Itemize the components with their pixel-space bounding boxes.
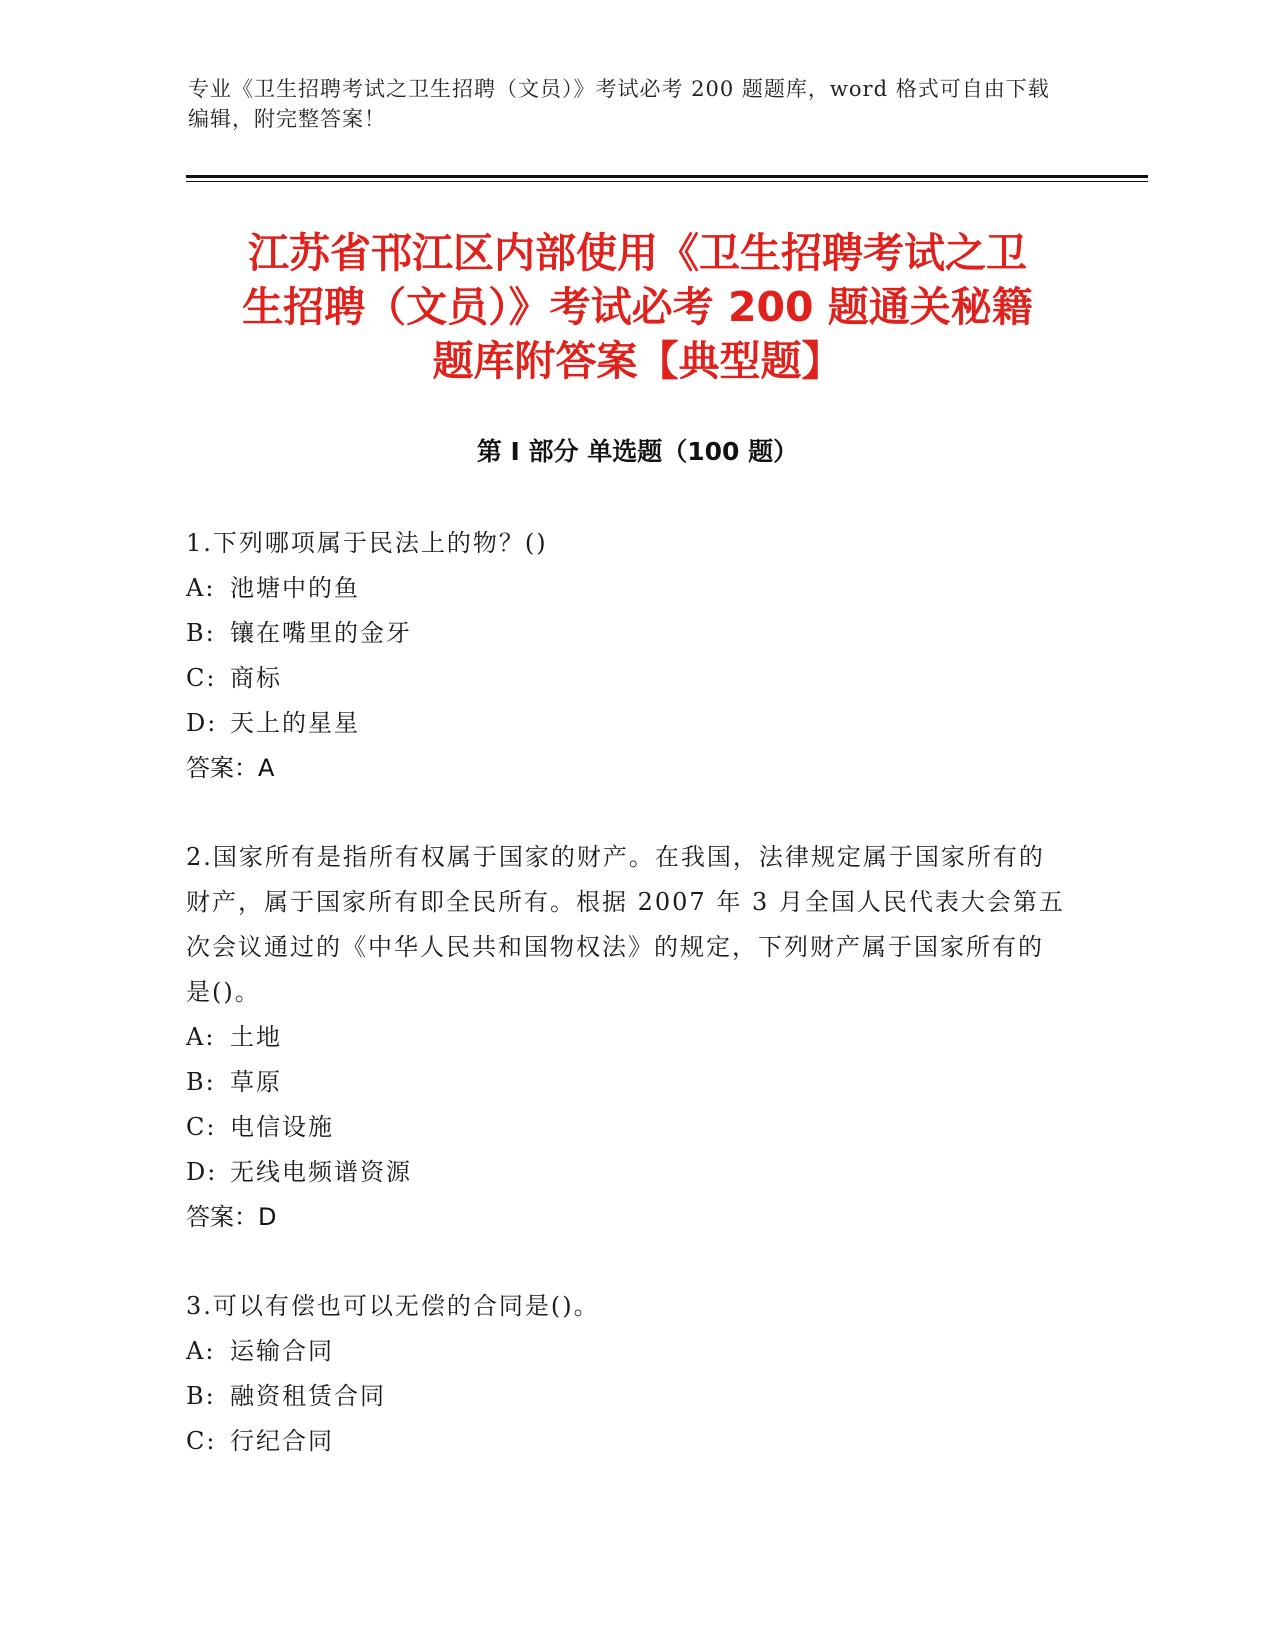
header-rule-thick bbox=[186, 175, 1148, 178]
document-title bbox=[190, 226, 1085, 388]
option-b bbox=[186, 1060, 1066, 1105]
question-stem: 2.国家所有是指所有权属于国家的财产。在我国，法律规定属于国家所有的财产，属于国家所有即全民所有。根据 2007 年 3 月全国人民代表大会第五次会议通过的《中华人民共和国物权法》的规定，下列财产属于国家所有的是()。 bbox=[186, 843, 1065, 1006]
title-line-3: 题库附答案【典型题】 bbox=[432, 337, 843, 385]
option-c bbox=[186, 656, 1066, 701]
title-line-2: 生招聘（文员）》考试必考 200 题通关秘籍 bbox=[242, 283, 1033, 331]
option-key: A: bbox=[186, 1023, 216, 1051]
option-text: 土地 bbox=[230, 1023, 282, 1051]
question-3 bbox=[186, 1284, 1066, 1464]
option-d bbox=[186, 1150, 1066, 1195]
question-list bbox=[186, 521, 1066, 1508]
option-text: 电信设施 bbox=[230, 1113, 334, 1141]
option-b bbox=[186, 1374, 1066, 1419]
option-key: B: bbox=[186, 619, 216, 647]
option-d bbox=[186, 701, 1066, 746]
option-key: C: bbox=[186, 664, 217, 692]
option-key: D: bbox=[186, 1158, 218, 1186]
option-a bbox=[186, 566, 1066, 611]
section-heading: 第 I 部分 单选题（100 题） bbox=[476, 437, 799, 466]
question-2 bbox=[186, 835, 1066, 1240]
header-note: 专业《卫生招聘考试之卫生招聘（文员）》考试必考 200 题题库，word 格式可自由下载编辑，附完整答案！ bbox=[188, 77, 1050, 131]
option-key: A: bbox=[186, 1337, 216, 1365]
answer-line: 答案：D bbox=[186, 1203, 277, 1231]
option-text: 草原 bbox=[230, 1068, 282, 1096]
option-key: C: bbox=[186, 1427, 217, 1455]
question-stem: 3.可以有偿也可以无偿的合同是()。 bbox=[186, 1292, 600, 1320]
option-text: 天上的星星 bbox=[230, 709, 360, 737]
option-a bbox=[186, 1015, 1066, 1060]
option-key: C: bbox=[186, 1113, 217, 1141]
option-text: 融资租赁合同 bbox=[230, 1382, 386, 1410]
question-stem: 1.下列哪项属于民法上的物？() bbox=[186, 529, 548, 557]
header-rule-thin bbox=[186, 181, 1148, 182]
option-text: 池塘中的鱼 bbox=[230, 574, 360, 602]
question-1 bbox=[186, 521, 1066, 791]
option-key: B: bbox=[186, 1068, 216, 1096]
option-c bbox=[186, 1419, 1066, 1464]
title-line-1: 江苏省邗江区内部使用《卫生招聘考试之卫 bbox=[248, 229, 1027, 277]
option-key: D: bbox=[186, 709, 218, 737]
option-text: 商标 bbox=[230, 664, 282, 692]
option-text: 运输合同 bbox=[230, 1337, 334, 1365]
option-key: B: bbox=[186, 1382, 216, 1410]
option-b bbox=[186, 611, 1066, 656]
option-text: 行纪合同 bbox=[230, 1427, 334, 1455]
option-c bbox=[186, 1105, 1066, 1150]
option-text: 镶在嘴里的金牙 bbox=[230, 619, 412, 647]
answer-line: 答案：A bbox=[186, 754, 275, 782]
option-text: 无线电频谱资源 bbox=[230, 1158, 412, 1186]
option-key: A: bbox=[186, 574, 216, 602]
option-a bbox=[186, 1329, 1066, 1374]
